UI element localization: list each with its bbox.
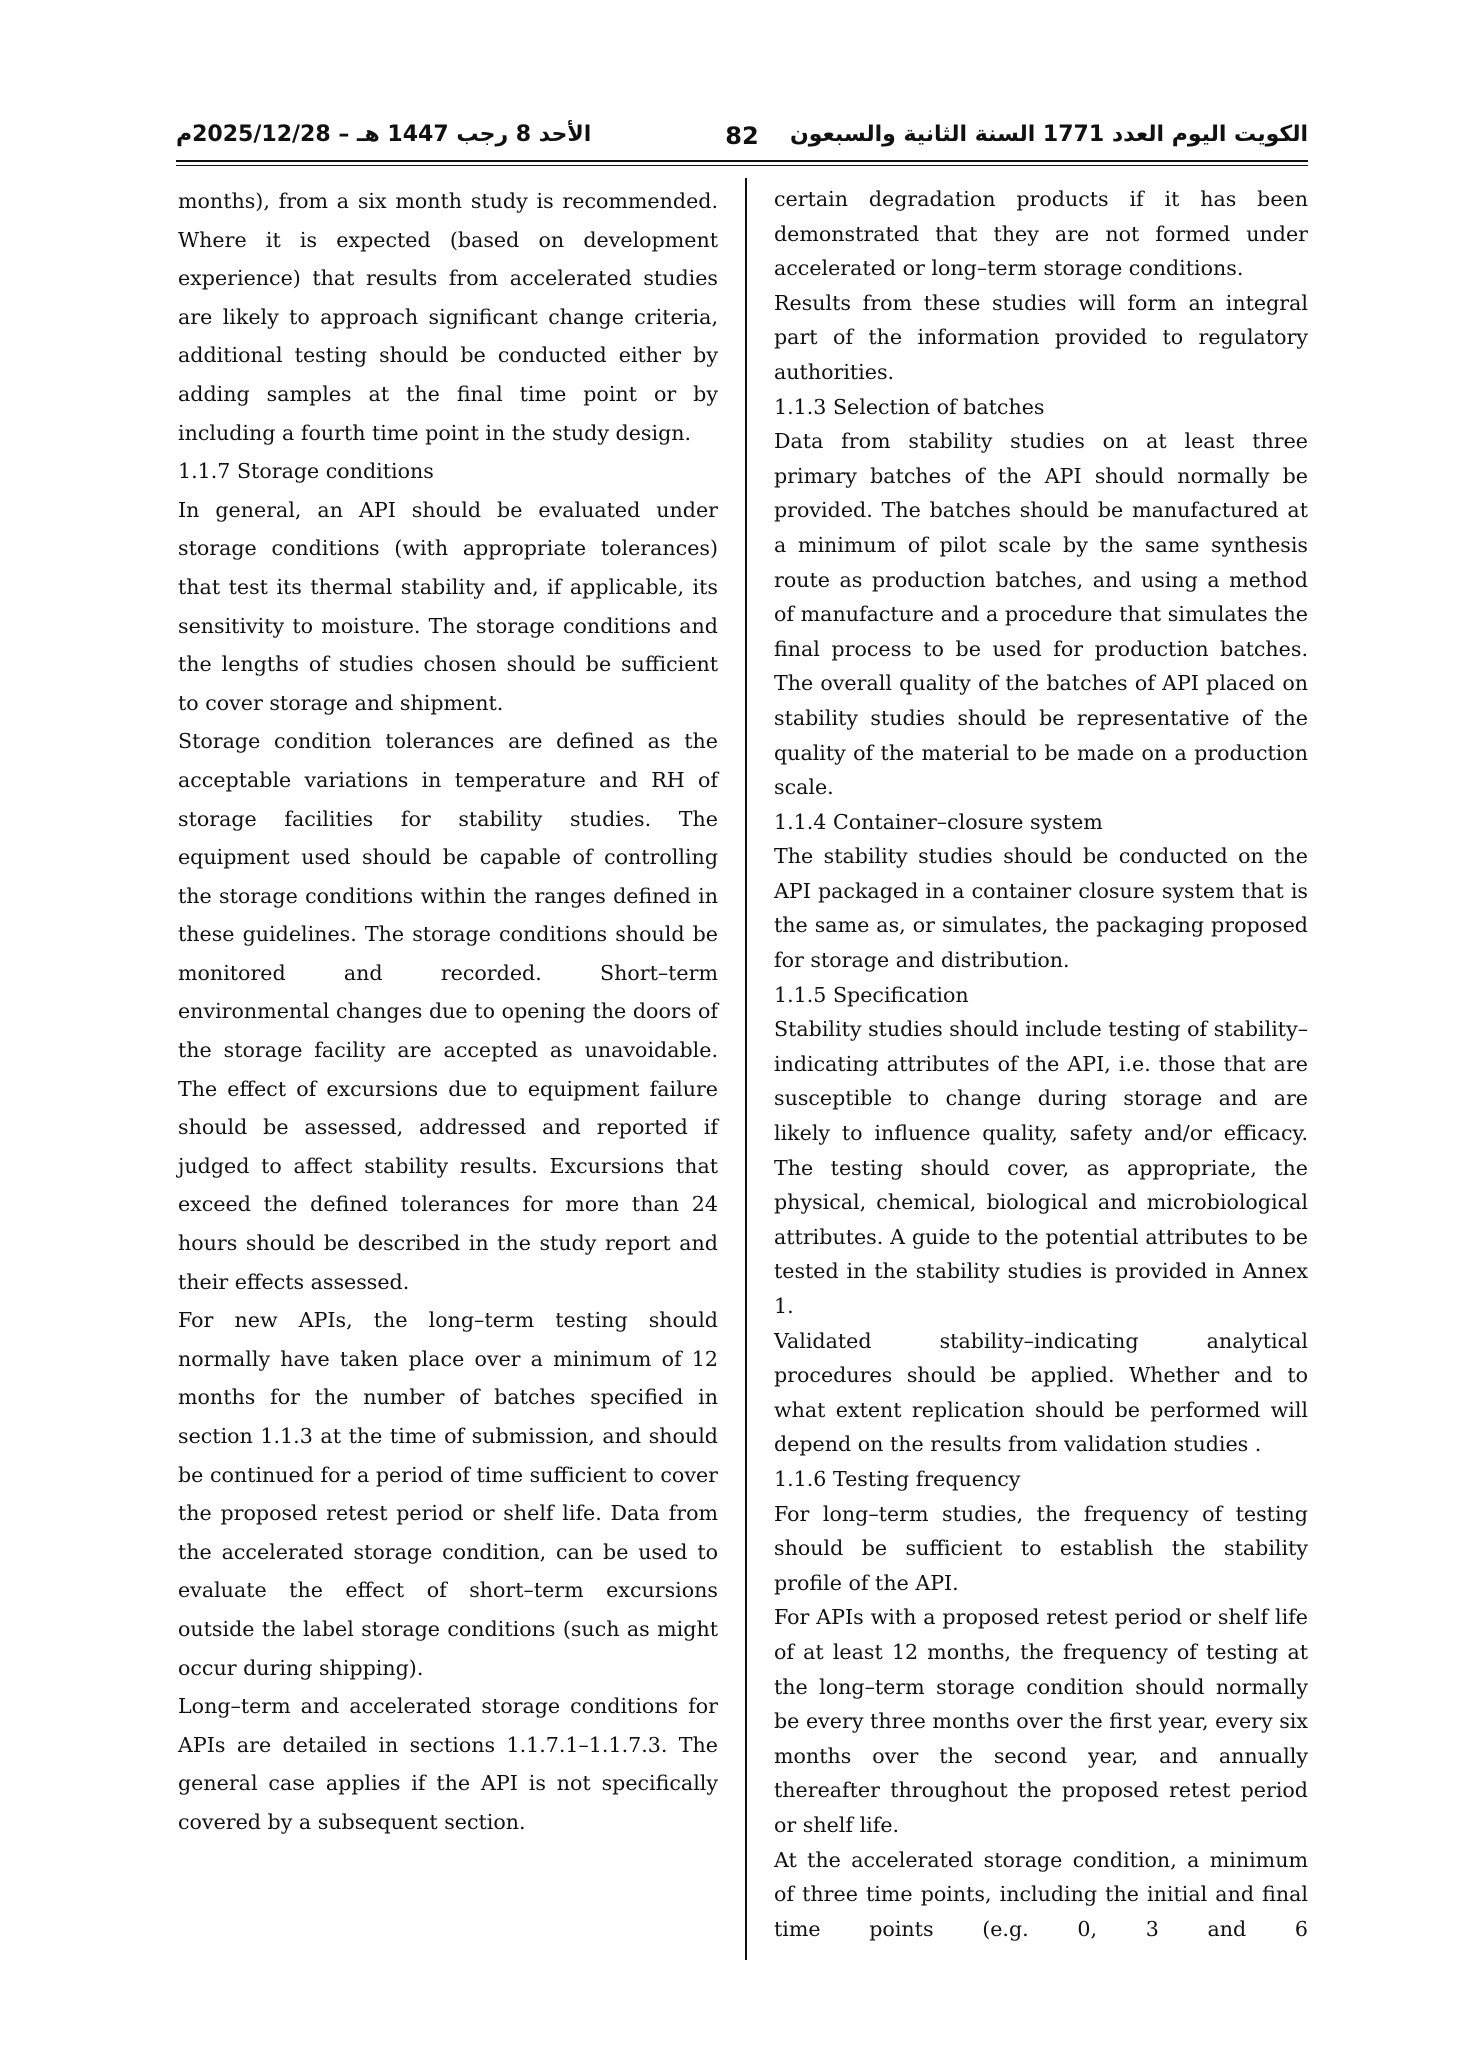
right-paragraph-8: For APIs with a proposed retest period or shelf life of at least 12 months, the frequency of testing at the long–term storage condition should normally be every three months over the first year, every six months over the second year, and annually thereafter throughout the proposed retest period or shelf life. (774, 1605, 1308, 1837)
right-paragraph-6: Validated stability–indicating analytical procedures should be applied. Whether and to what extent replication should be performed will depend on the results from validation studies . (774, 1328, 1308, 1457)
left-column (178, 182, 718, 1842)
right-paragraph-9: At the accelerated storage condition, a minimum of three time points, including the initial and final time points (e.g. 0, 3 and 6 (774, 1847, 1308, 1941)
page-number: 82 (725, 122, 759, 150)
left-paragraph-4: For new APIs, the long–term testing should normally have taken place over a minimum of 12 months for the number of batches specified in section 1.1.3 at the time of submission, and should be continued for a period of time sufficient to cover the proposed retest period or shelf life. Data from the accelerated storage condition, can be used to evaluate the effect of short–term excursions outside the label storage conditions (such as might occur during shipping). (178, 1308, 718, 1680)
right-paragraph-1: certain degradation products if it has been demonstrated that they are not formed under accelerated or long–term storage conditions. (774, 187, 1308, 281)
section-heading-container-closure: 1.1.4 Container–closure system (774, 809, 1103, 834)
left-paragraph-3: Storage condition tolerances are defined as the acceptable variations in temperature and RH of storage facilities for stability studies. The equipment used should be capable of controlling the storage conditions within the ranges defined in these guidelines. The storage conditions should be monitored and recorded. Short–term environmental changes due to opening the doors of the storage facility are accepted as unavoidable. The effect of excursions due to equipment failure should be assessed, addressed and reported if judged to affect stability results. Excursions that exceed the defined tolerances for more than 24 hours should be described in the study report and their effects assessed. (178, 729, 718, 1294)
left-paragraph-1: months), from a six month study is recommended. Where it is expected (based on development experience) that results from accelerated studies are likely to approach significant change criteria, additional testing should be conducted either by adding samples at the final time point or by including a fourth time point in the study design. (178, 189, 718, 445)
right-column (774, 182, 1308, 1946)
header-rule-thick (176, 160, 1308, 162)
right-paragraph-4: The stability studies should be conducted on the API packaged in a container closure system that is the same as, or simulates, the packaging proposed for storage and distribution. (774, 844, 1308, 973)
page-header (176, 118, 1308, 162)
section-heading-selection-of-batches: 1.1.3 Selection of batches (774, 394, 1045, 419)
column-divider (745, 178, 747, 1960)
left-paragraph-2: In general, an API should be evaluated under storage conditions (with appropriate tolerances) that test its thermal stability and, if applicable, its sensitivity to moisture. The storage conditions and the lengths of studies chosen should be sufficient to cover storage and shipment. (178, 497, 718, 715)
header-date: الأحد 8 رجب 1447 هـ – 2025/12/28م (176, 122, 592, 147)
section-heading-testing-frequency: 1.1.6 Testing frequency (774, 1466, 1021, 1491)
section-heading-specification: 1.1.5 Specification (774, 982, 969, 1007)
right-paragraph-3: Data from stability studies on at least three primary batches of the API should normally be provided. The batches should be manufactured at a minimum of pilot scale by the same synthesis route as production batches, and using a method of manufacture and a procedure that simulates the final process to be used for production batches. The overall quality of the batches of API placed on stability studies should be representative of the quality of the material to be made on a production scale. (774, 429, 1308, 800)
right-paragraph-2: Results from these studies will form an integral part of the information provided to regulatory authorities. (774, 290, 1308, 384)
header-rule-thin (176, 165, 1308, 166)
right-paragraph-7: For long–term studies, the frequency of testing should be sufficient to establish the stability profile of the API. (774, 1501, 1308, 1595)
right-paragraph-5: Stability studies should include testing of stability–indicating attributes of the API, i.e. those that are susceptible to change during storage and are likely to influence quality, safety and/or efficacy. The testing should cover, as appropriate, the physical, chemical, biological and microbiological attributes. A guide to the potential attributes to be tested in the stability studies is provided in Annex 1. (774, 1017, 1308, 1318)
section-heading-storage-conditions: 1.1.7 Storage conditions (178, 459, 434, 484)
header-issue: الكويت اليوم العدد 1771 السنة الثانية والسبعون (789, 122, 1308, 147)
left-paragraph-5: Long–term and accelerated storage conditions for APIs are detailed in sections 1.1.7.1–1.1.7.3. The general case applies if the API is not specifically covered by a subsequent section. (178, 1694, 718, 1834)
